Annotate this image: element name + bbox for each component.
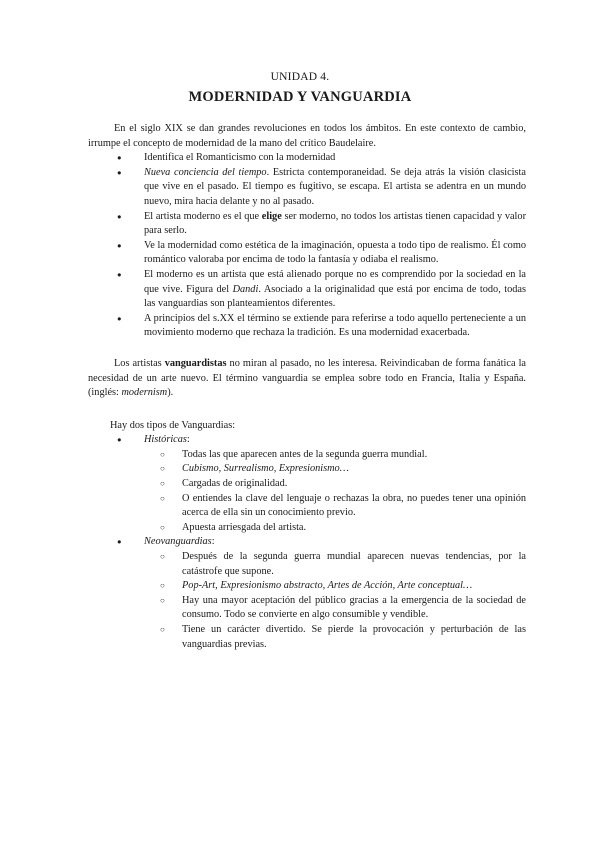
paragraph-text: no miran al pasado, no les interesa. Reivindicaban de forma fanática la necesidad de un arte nuevo. El término vanguardia se emplea sobre todo en Francia, Italia y España. (inglés: <box>88 357 527 399</box>
italic-term: modernism <box>121 387 168 399</box>
sublist-item <box>88 623 526 652</box>
bold-term: elige <box>261 210 282 222</box>
neovanguardias-label: Neovanguardias <box>144 536 212 548</box>
label-colon: : <box>211 536 215 548</box>
sublist-item-text: Después de la segunda guerra mundial aparecen nuevas tendencias, por la catástrofe que supone. <box>182 551 526 577</box>
bold-term: vanguardistas <box>164 357 227 369</box>
italic-term: Dandi <box>232 283 259 295</box>
list-item-text: ser moderno, no todos los artistas tienen capacidad y valor para serlo. <box>144 210 526 237</box>
historicas-sublist <box>88 448 526 536</box>
sublist-item <box>88 477 526 492</box>
sublist-item <box>88 462 526 477</box>
list-item <box>88 166 526 210</box>
neovanguardias-sublist <box>88 550 526 652</box>
sublist-item <box>88 579 526 594</box>
sublist-item <box>88 521 526 536</box>
tipos-intro: Hay dos tipos de Vanguardias: <box>110 419 236 431</box>
historicas-label: Históricas <box>144 434 187 446</box>
sublist-item-text: Tiene un carácter divertido. Se pierde la provocación y perturbación de las vanguardias previas. <box>182 624 526 650</box>
sublist-item-text: Hay una mayor aceptación del público gracias a la emergencia de la sociedad de consumo. Todo se convierte en algo consumible y vendible. <box>182 594 526 621</box>
page-title: MODERNIDAD Y VANGUARDIA <box>188 89 412 105</box>
list-item <box>88 151 526 166</box>
sublist-item-text: Apuesta arriesgada del artista. <box>182 521 307 533</box>
italic-term: Nueva conciencia del tiempo <box>144 166 267 178</box>
sublist-item <box>88 448 526 463</box>
sublist-item <box>88 594 526 623</box>
list-item <box>88 210 526 239</box>
list-item-text: Identifica el Romanticismo con la modernidad <box>144 152 336 164</box>
sublist-item-text: Pop-Art, Expresionismo abstracto, Artes de Acción, Arte conceptual… <box>182 580 473 592</box>
intro-paragraph: En el siglo XIX se dan grandes revoluciones en todos los ámbitos. En este contexto de cambio, irrumpe el concepto de modernidad de la mano del crítico Baudelaire. <box>88 123 526 149</box>
label-colon: : <box>186 434 190 446</box>
sublist-item-text: Cargadas de originalidad. <box>182 478 288 490</box>
sublist-item <box>88 550 526 579</box>
unit-label: UNIDAD 4. <box>270 71 330 83</box>
tipos-list <box>88 433 526 652</box>
sublist-item <box>88 492 526 521</box>
list-item-text: El moderno es un artista que está alienado porque no es comprendido por la sociedad en la que vive. Figura del <box>144 268 526 295</box>
list-item-neovanguardias <box>88 535 526 652</box>
sublist-item-text: O entiendes la clave del lenguaje o rechazas la obra, no puedes tener una opinión acerca de ella sin un conocimiento previo. <box>182 492 526 519</box>
paragraph-text: ). <box>167 387 174 399</box>
sublist-item-text: Todas las que aparecen antes de la segunda guerra mundial. <box>182 448 428 460</box>
list-item <box>88 239 526 268</box>
list-item-text: . Estricta contemporaneidad. Se deja atrás la visión clasicista que vive en el pasado. El tiempo es fugitivo, se escapa. El artista se adentra en un mundo nuevo, mira hacia delante y no al pasado. <box>144 166 526 207</box>
sublist-item-text: Cubismo, Surrealismo, Expresionismo… <box>182 463 349 475</box>
list-item-text: El artista moderno es el que <box>144 210 262 222</box>
list-item-text: A principios del s.XX el término se extiende para referirse a todo aquello perteneciente a un movimiento moderno que rechaza la tradición. Es una modernidad exacerbada. <box>144 312 526 339</box>
list-item <box>88 312 526 341</box>
paragraph-text: Los artistas <box>114 357 165 369</box>
document-body <box>88 122 526 652</box>
list-item-text: Ve la modernidad como estética de la imaginación, opuesta a todo tipo de realismo. Él como romántico valoraba por encima de todo la fantasía y odiaba el realismo. <box>144 239 526 266</box>
list-item <box>88 268 526 312</box>
list-item-text: . Asociado a la originalidad que está por encima de todo, todas las vanguardias son planteamientos diferentes. <box>144 283 526 310</box>
modernidad-list <box>88 151 526 341</box>
vanguardistas-paragraph <box>88 357 526 401</box>
list-item-historicas <box>88 433 526 535</box>
